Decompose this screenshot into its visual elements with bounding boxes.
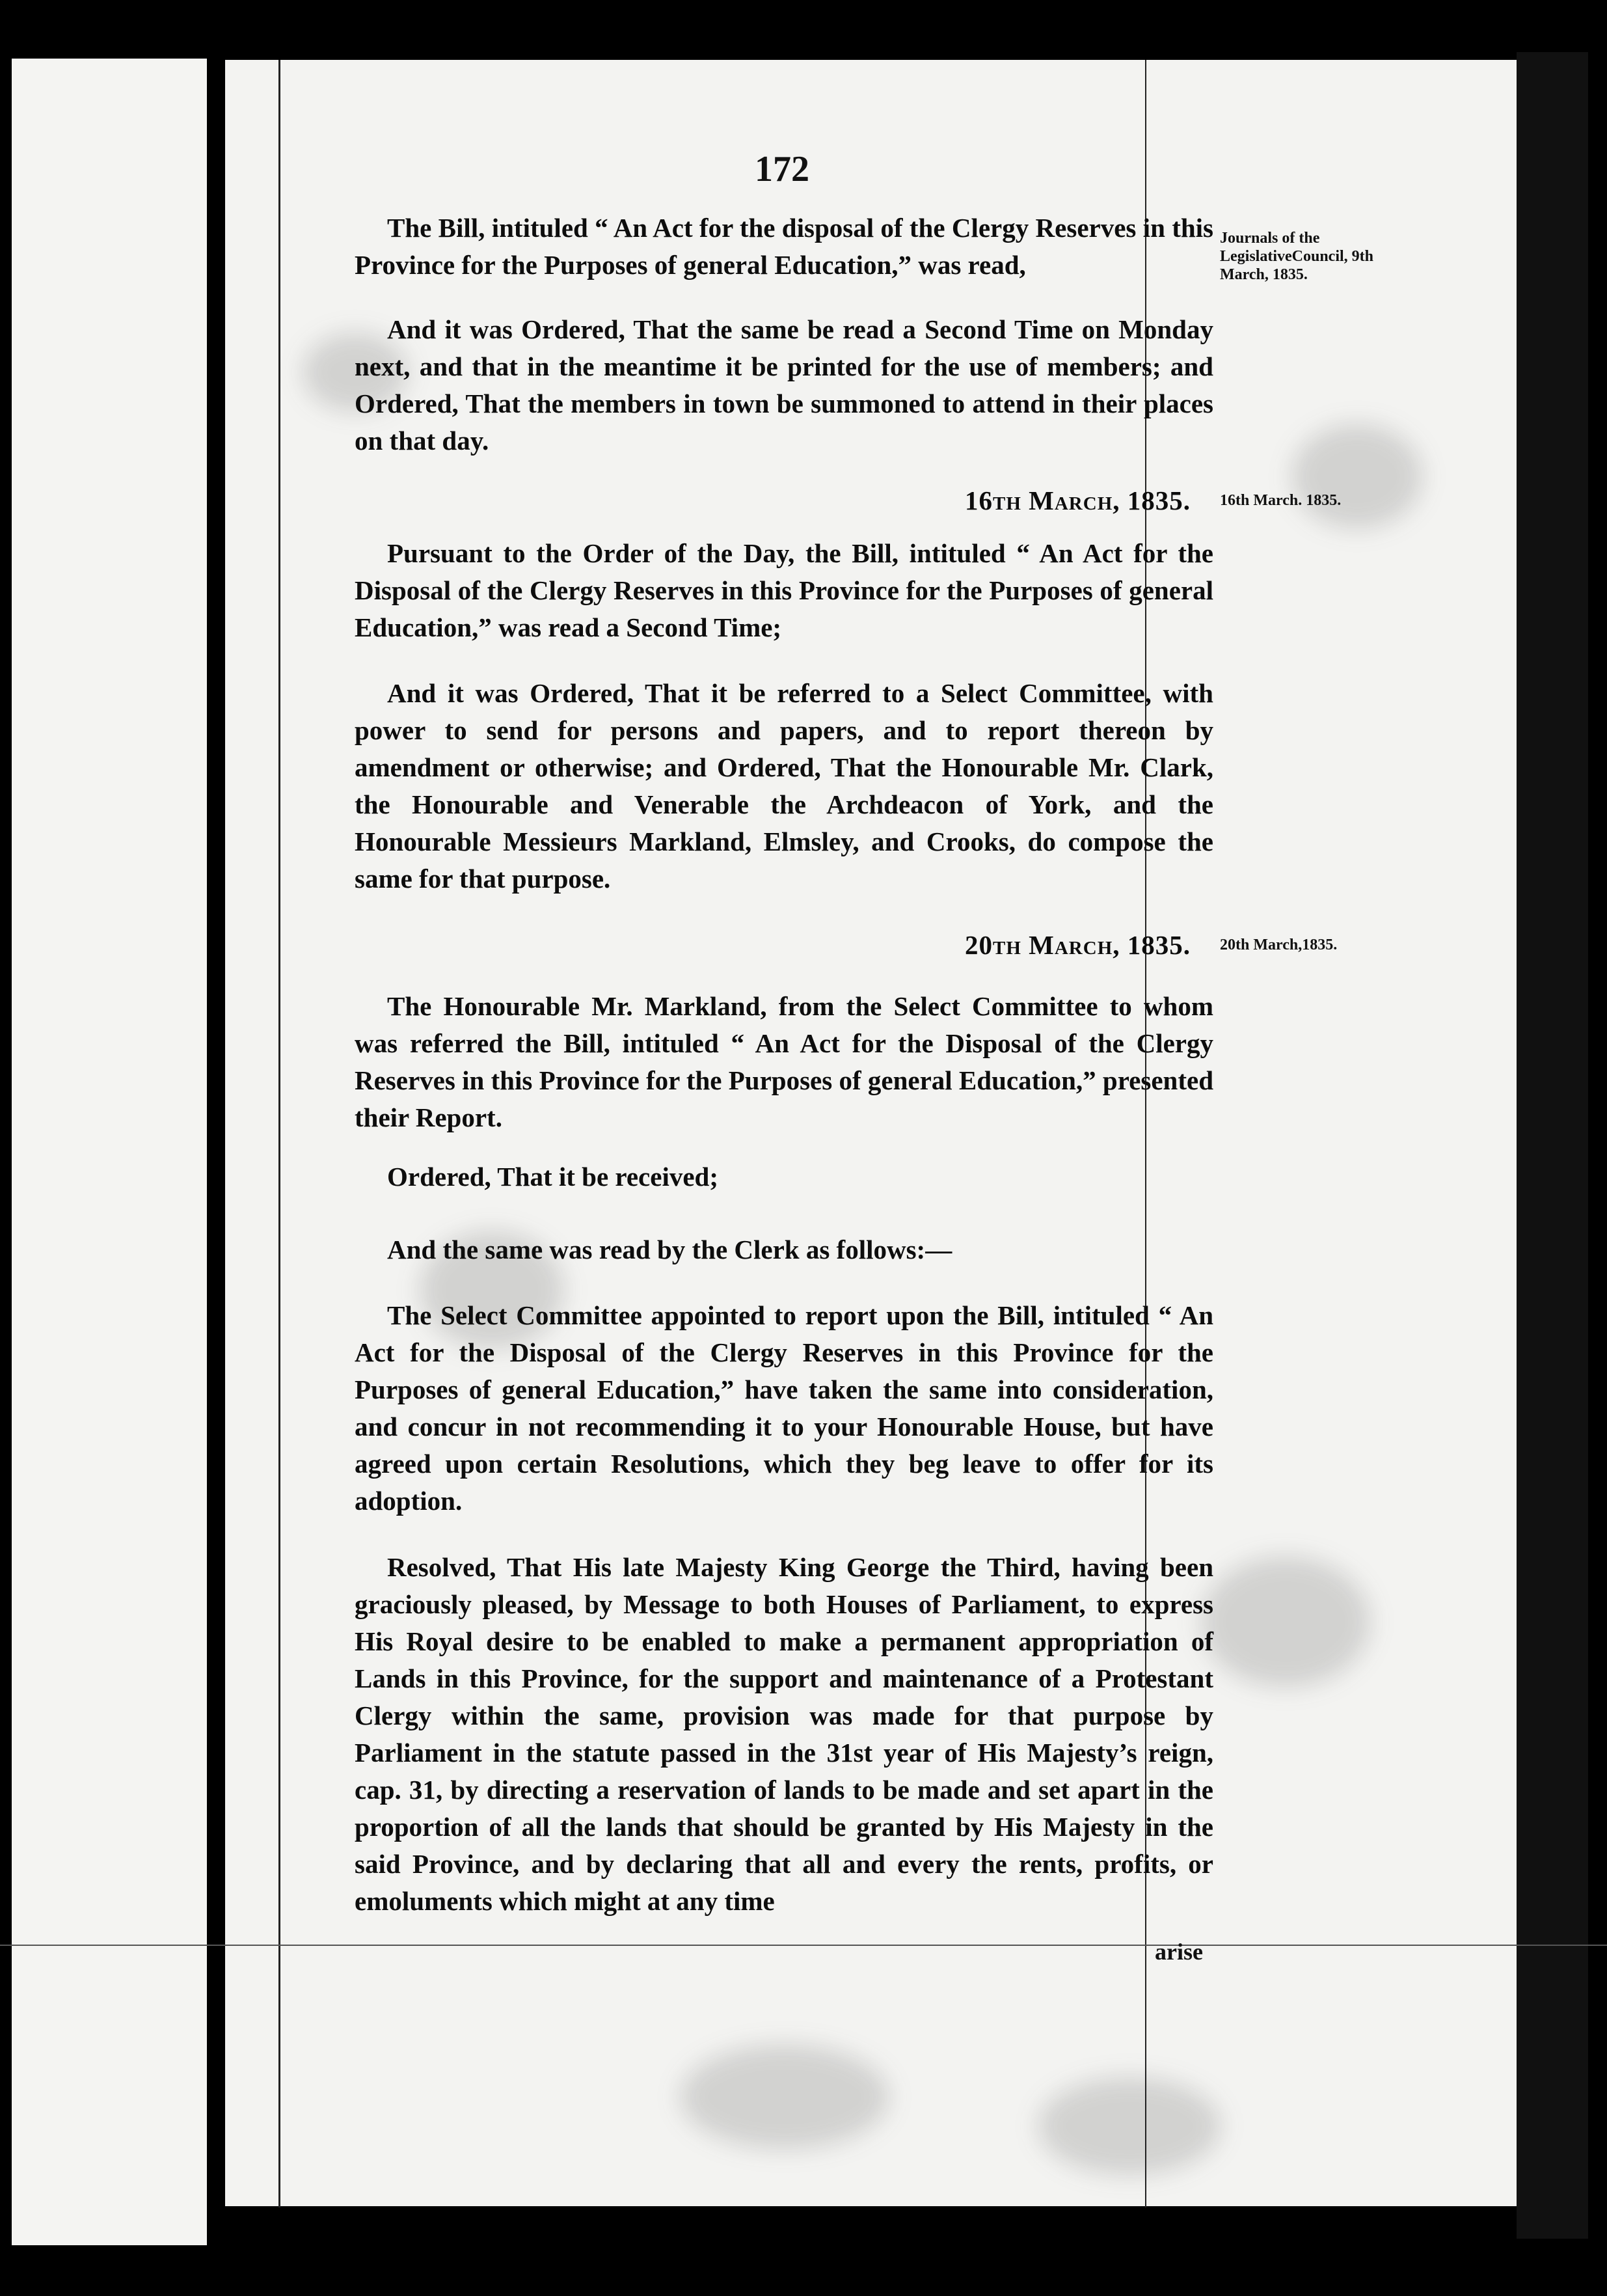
page-edge-shadow	[1517, 52, 1588, 2239]
vertical-rule	[278, 60, 280, 2207]
facing-page-edge	[12, 59, 213, 2245]
margin-note-journals: Journals of the LegislativeCouncil, 9th March, 1835.	[1220, 230, 1374, 283]
scan-stain	[681, 2045, 889, 2149]
page-number: 172	[755, 149, 809, 189]
scan-stain	[1201, 1557, 1370, 1687]
catchword: arise	[1155, 1939, 1203, 1965]
scan-stain	[1292, 424, 1422, 528]
margin-note-20th-march: 20th March,1835.	[1220, 936, 1338, 953]
paragraph: And it was Ordered, That it be referred to a Select Committee, with power to send for persons and papers, and to report thereon by amendment or otherwise; and Ordered, That the Honourable Mr. Clark, the Honourable and Venerable the Archdeacon of York, and the Honourable Messieurs Markland, Elmsley, and Crooks, do compose the same for that purpose.	[355, 678, 1213, 894]
paragraph: Ordered, That it be received;	[387, 1162, 718, 1192]
paragraph: Resolved, That His late Majesty King George the Third, having been graciously pleased, by Message to both Houses of Parliament, to express His Royal desire to be enabled to make a permanent appropriation of Lands in this Province, for the support and maintenance of a Protestant Clergy within the same, provision was made for that purpose by Parliament in the statute passed in the 31st year of His Majesty’s reign, cap. 31, by directing a reservation of lands to be made and set apart in the proportion of all the lands that should be granted by His Majesty in the said Province, and by declaring that all and every the rents, profits, or emoluments which might at any time	[355, 1552, 1213, 1916]
paragraph: The Select Committee appointed to report upon the Bill, intituled “ An Act for the Disposal of the Clergy Reserves in this Province for the Purposes of general Education,” have taken the same into consideration, and concur in not recommending it to your Honourable House, but have agreed upon certain Resolutions, which they beg leave to offer for its adoption.	[355, 1300, 1213, 1516]
paragraph: And it was Ordered, That the same be read a Second Time on Monday next, and that in the meantime it be printed for the use of members; and Ordered, That the members in town be summoned to attend in their places on that day.	[355, 314, 1213, 456]
scan-stain	[1038, 2077, 1221, 2175]
horizontal-rule	[0, 1945, 1607, 1946]
paragraph: The Bill, intituled “ An Act for the disposal of the Clergy Reserves in this Province for the Purposes of general Education,” was read,	[355, 213, 1213, 280]
entry-date: 16th March, 1835.	[965, 485, 1191, 515]
book-spine	[207, 56, 225, 2256]
margin-note-16th-march: 16th March. 1835.	[1220, 492, 1342, 509]
paragraph: And the same was read by the Clerk as follows:—	[387, 1235, 952, 1264]
paragraph: Pursuant to the Order of the Day, the Bill, intituled “ An Act for the Disposal of the Clergy Reserves in this Province for the Purposes of general Education,” was read a Second Time;	[355, 538, 1213, 642]
paragraph: The Honourable Mr. Markland, from the Select Committee to whom was referred the Bill, intituled “ An Act for the Disposal of the Clergy Reserves in this Province for the Purposes of general Education,” presented their Report.	[355, 991, 1213, 1132]
entry-date: 20th March, 1835.	[965, 930, 1191, 960]
